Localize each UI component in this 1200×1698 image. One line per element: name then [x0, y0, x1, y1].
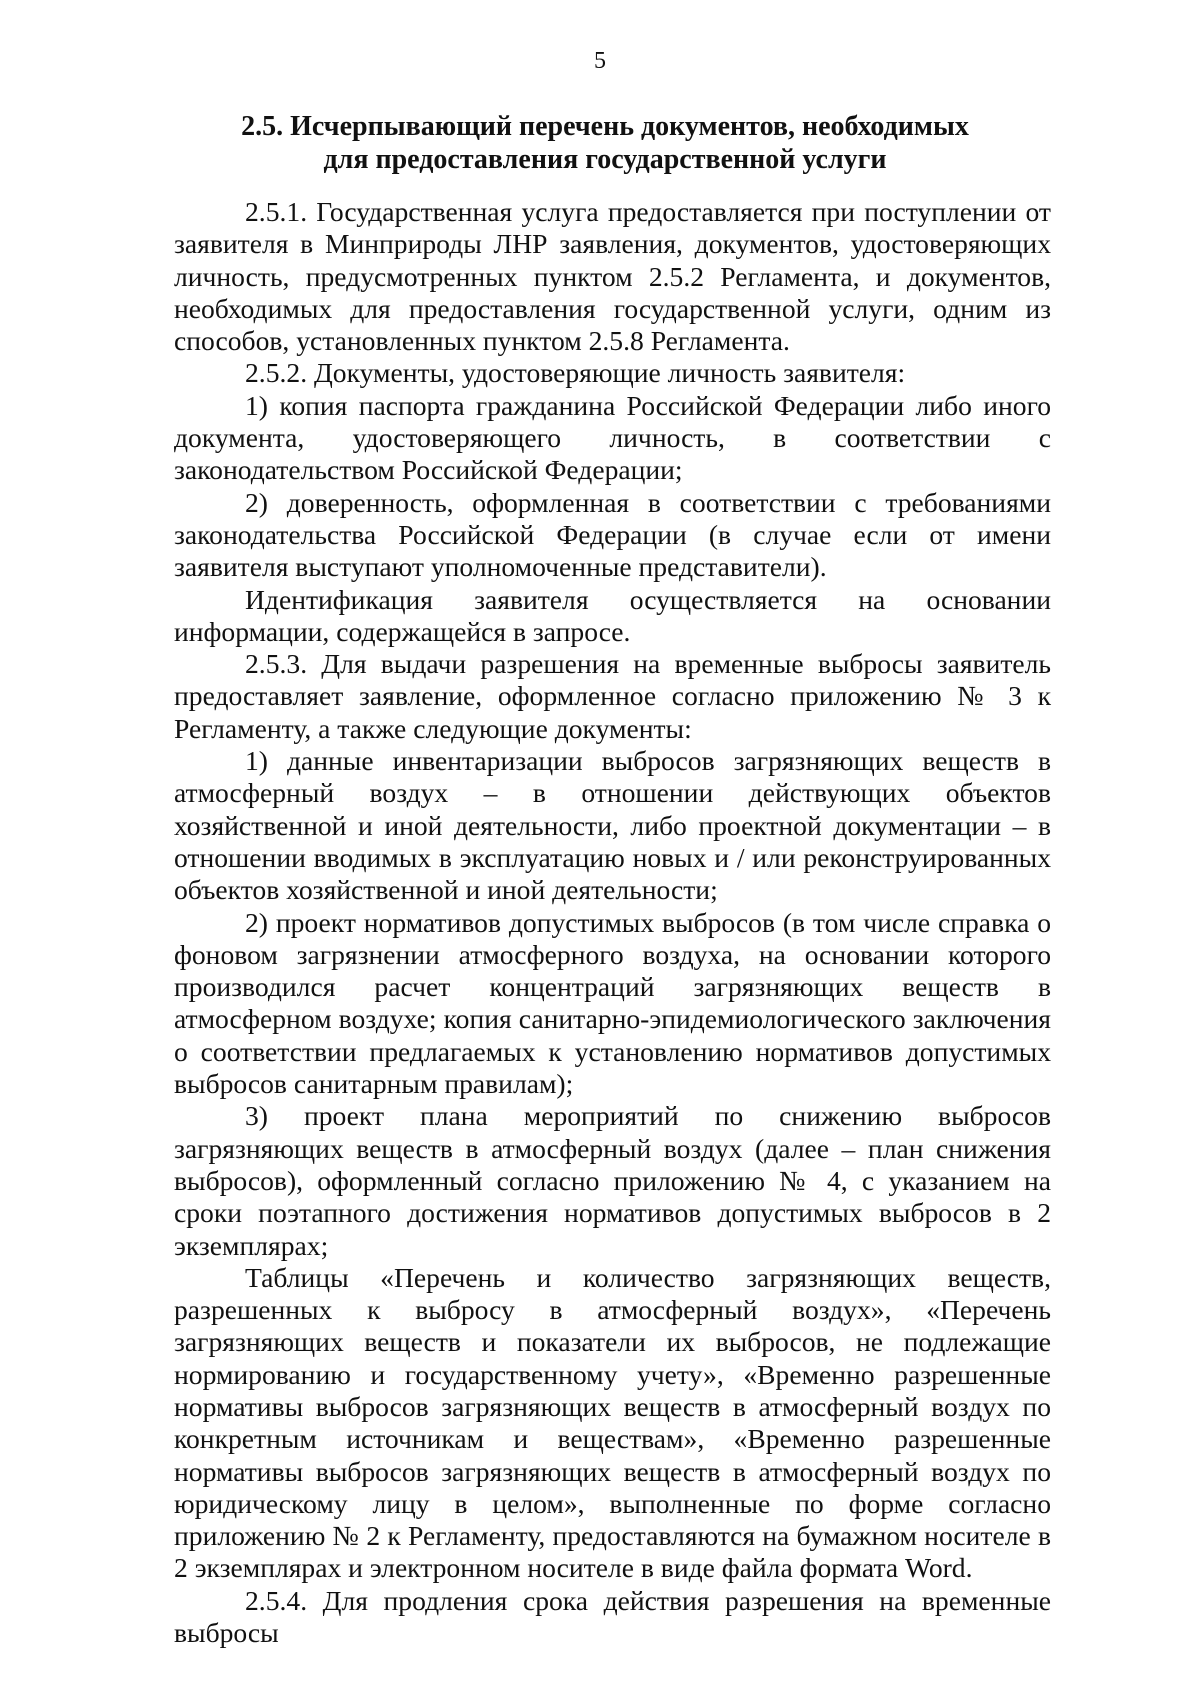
section-heading-line-2: для предоставления государственной услуги — [323, 144, 887, 175]
page-number: 5 — [594, 48, 606, 74]
paragraph-2-5-2: 2.5.2. Документы, удостоверяющие личность заявителя: — [245, 357, 906, 389]
list-item-passport-copy: 1) копия паспорта гражданина Российской Федерации либо иного документа, удостоверяющего личность, в соответствии с законодательством Российской Федерации; — [174, 389, 1051, 486]
paragraph-2-5-4: 2.5.4. Для продления срока действия разрешения на временные выбросы — [174, 1584, 1051, 1649]
paragraph-identification: Идентификация заявителя осуществляется на основании информации, содержащейся в запросе. — [174, 583, 1051, 647]
paragraph-tables: Таблицы «Перечень и количество загрязняющих веществ, разрешенных к выбросу в атмосферный воздух», «Перечень загрязняющих веществ и показатели их выбросов, не подлежащие нормированию и государственному учету», «Временно разрешенные нормативы выбросов загрязняющих веществ в атмосферный воздух по конкретным источникам и веществам», «Временно разрешенные нормативы выбросов загрязняющих веществ в атмосферный воздух по юридическому лицу в целом», выполненные по форме согласно приложению № 2 к Регламенту, предоставляются на бумажном носителе в 2 экземплярах и электронном носителе в виде файла формата Word. — [174, 1261, 1051, 1584]
section-heading — [174, 110, 1036, 176]
list-item-reduction-plan: 3) проект плана мероприятий по снижению выбросов загрязняющих веществ в атмосферный воздух (далее – план снижения выбросов), оформленный согласно приложению № 4, с указанием на сроки поэтапного достижения нормативов допустимых выбросов в 2 экземплярах; — [174, 1100, 1051, 1261]
document-body — [174, 196, 1051, 1649]
paragraph-2-5-3: 2.5.3. Для выдачи разрешения на временные выбросы заявитель предоставляет заявление, оформленное согласно приложению № 3 к Регламенту, а также следующие документы: — [174, 648, 1051, 744]
list-item-power-of-attorney: 2) доверенность, оформленная в соответствии с требованиями законодательства Российской Федерации (в случае если от имени заявителя выступают уполномоченные представители). — [174, 486, 1051, 583]
paragraph-2-5-1: 2.5.1. Государственная услуга предоставляется при поступлении от заявителя в Минприроды ЛНР заявления, документов, удостоверяющих личность, предусмотренных пунктом 2.5.2 Регламента, и документов, необходимых для предоставления государственной услуги, одним из способов, установленных пунктом 2.5.8 Регламента. — [174, 196, 1051, 357]
list-item-emission-standards-project: 2) проект нормативов допустимых выбросов (в том числе справка о фоновом загрязнении атмосферного воздуха, на основании которого производился расчет концентраций загрязняющих веществ в атмосферном воздухе; копия санитарно-эпидемиологического заключения о соответствии предлагаемых к установлению нормативов допустимых выбросов санитарным правилам); — [174, 906, 1051, 1100]
section-heading-line-1: 2.5. Исчерпывающий перечень документов, необходимых — [241, 111, 969, 142]
list-item-inventory-data: 1) данные инвентаризации выбросов загрязняющих веществ в атмосферный воздух – в отношении действующих объектов хозяйственной и иной деятельности, либо проектной документации – в отношении вводимых в эксплуатацию новых и / или реконструированных объектов хозяйственной и иной деятельности; — [174, 745, 1051, 906]
